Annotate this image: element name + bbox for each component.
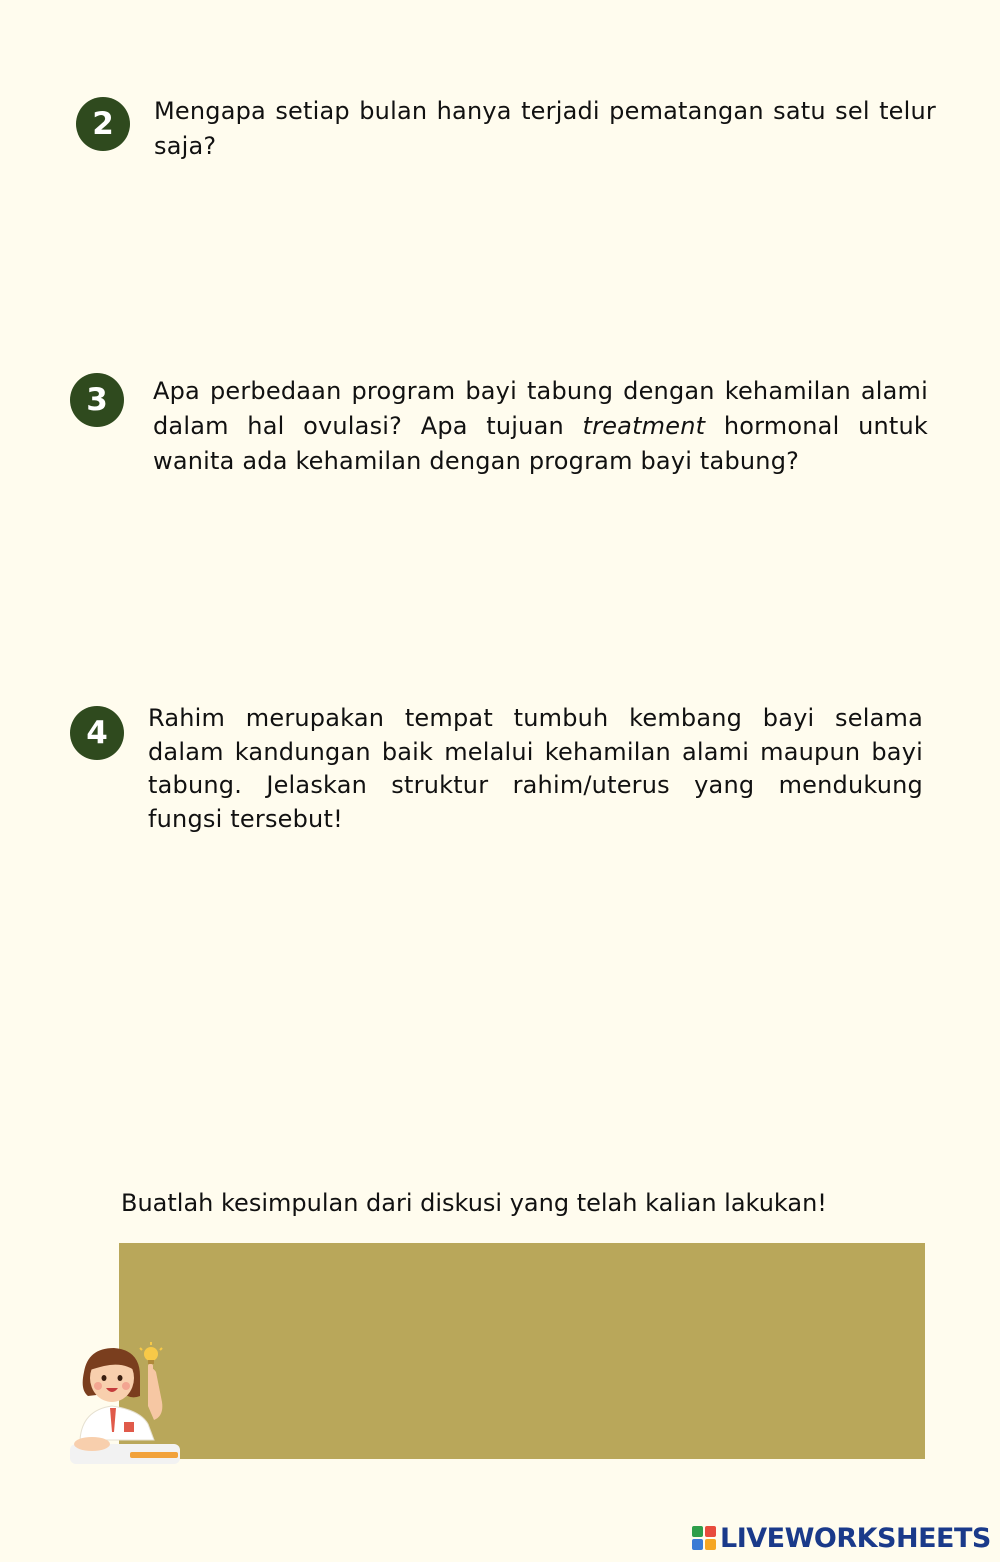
question-text: Rahim merupakan tempat tumbuh kembang bayi selama dalam kandungan baik melalui kehamilan alami maupun bayi tabung. Jelaskan struktur rahim/uterus yang mendukung fungsi tersebut! xyxy=(148,704,923,833)
answer-area-4[interactable] xyxy=(148,850,923,1160)
question-text: Mengapa setiap bulan hanya terjadi pematangan satu sel telur saja? xyxy=(154,97,936,160)
logo-text: LIVEWORKSHEETS xyxy=(720,1522,991,1554)
logo-mark-icon xyxy=(692,1526,716,1550)
question-number-badge: 3 xyxy=(70,373,124,427)
student-idea-icon xyxy=(70,1340,190,1468)
question-text xyxy=(153,374,928,479)
liveworksheets-logo xyxy=(692,1520,991,1556)
answer-area-3[interactable] xyxy=(153,490,928,690)
question-number-badge: 2 xyxy=(76,97,130,151)
question-text-italic: treatment xyxy=(582,412,706,440)
question-text-start: Apa perbedaan program bayi tabung dengan kehamilan alami dalam hal ovulasi? Apa tujuan xyxy=(153,377,928,440)
answer-area-2[interactable] xyxy=(154,170,936,360)
conclusion-prompt: Buatlah kesimpulan dari diskusi yang telah kalian lakukan! xyxy=(121,1189,827,1217)
question-text-end: hormonal untuk wanita ada kehamilan dengan program bayi tabung? xyxy=(153,412,929,475)
question-number-badge: 4 xyxy=(70,706,124,760)
conclusion-answer-box[interactable] xyxy=(119,1243,925,1459)
